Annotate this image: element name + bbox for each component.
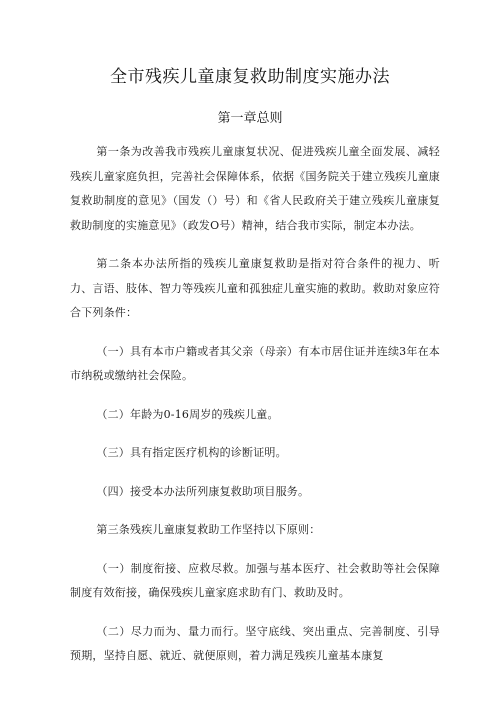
article-2-item-1: （一）具有本市户籍或者其父亲（母亲）有本市居住证并连续3年在本市纳税或缴纳社会保险。: [70, 344, 440, 382]
article-3-item-2: （二）尽力而为、量力而行。坚守底线、突出重点、完善制度、引导预期，坚持自愿、就近、就便原则，着力满足残疾儿童基本康复: [70, 624, 440, 662]
article-3-paragraph: 第三条残疾儿童康复救助工作坚持以下原则：: [96, 523, 321, 536]
article-2-paragraph: 第二条本办法所指的残疾儿童康复救助是指对符合条件的视力、听力、言语、肢体、智力等残疾儿童和孤独症儿童实施的救助。救助对象应符合下列条件：: [70, 257, 440, 319]
chapter-heading: 第一章总则: [217, 111, 283, 126]
article-2-item-3: （三）具有指定医疗机构的诊断证明。: [96, 446, 287, 459]
document-title: 全市残疾儿童康复救助制度实施办法: [110, 67, 390, 87]
article-2-item-4: （四）接受本办法所列康复救助项目服务。: [96, 484, 310, 498]
article-3-item-1: （一）制度衔接、应救尽救。加强与基本医疗、社会救助等社会保障制度有效衔接，确保残疾儿童家庭求助有门、救助及时。: [70, 561, 440, 599]
article-2-item-2: （二）年龄为0-16周岁的残疾儿童。: [96, 407, 279, 421]
document-body: [70, 140, 440, 669]
article-1-paragraph: 第一条为改善我市残疾儿童康复状况、促进残疾儿童全面发展、减轻残疾儿童家庭负担，完善社会保障体系，依据《国务院关于建立残疾儿童康复救助制度的意见》（国发（）号）和《省人民政府关于建立残疾儿童康复救助制度的实施意见》（政发O号）精神，结合我市实际，制定本办法。: [70, 145, 440, 232]
